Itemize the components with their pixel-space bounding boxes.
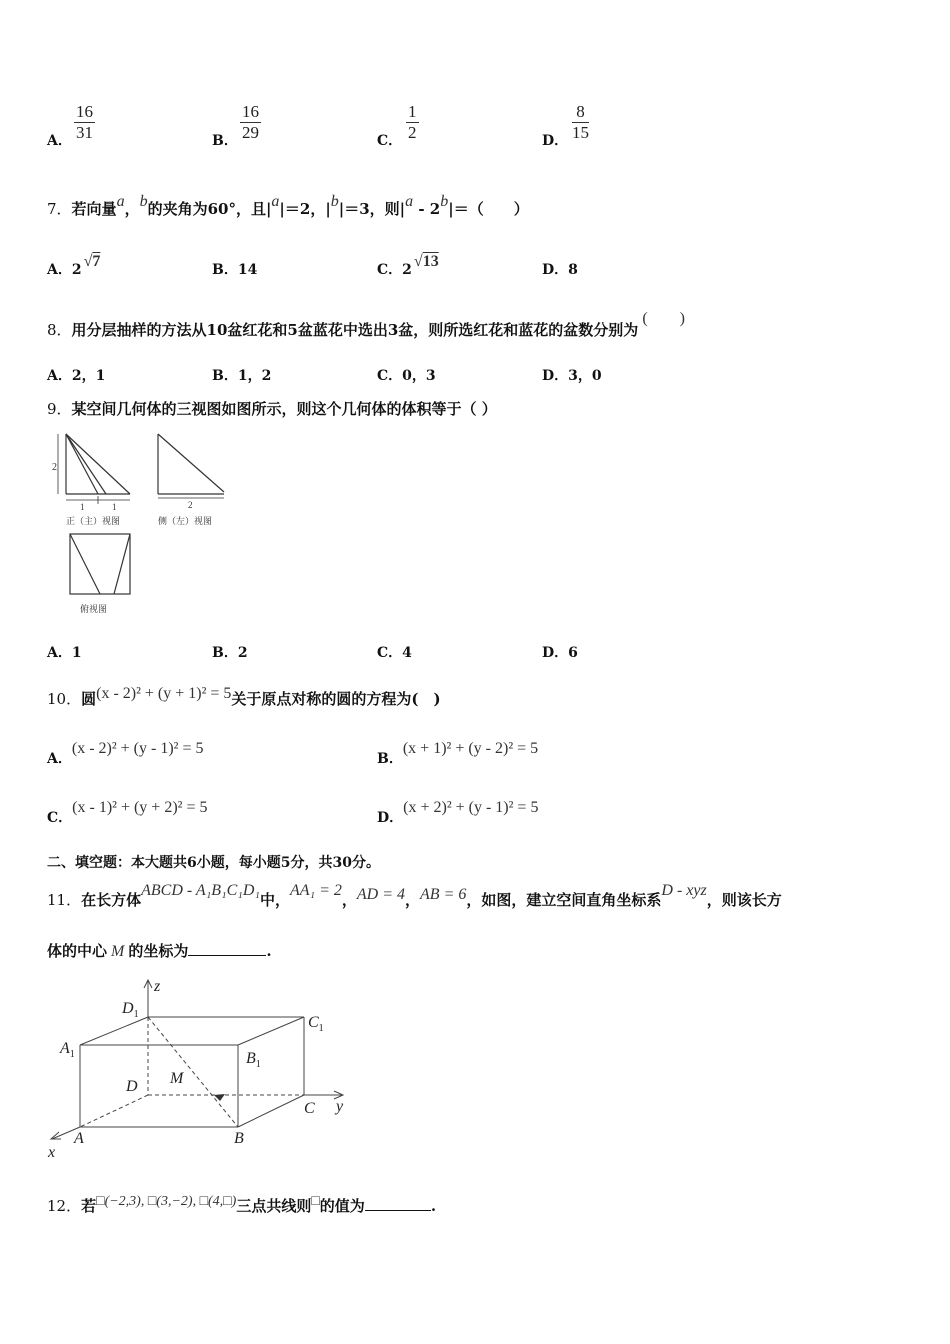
- q10-option-c: C．(x - 1)² + (y + 2)² = 5: [47, 799, 208, 826]
- vertex-label-b1: $B_1$: [246, 1050, 261, 1070]
- q6-option-a-fraction: $\frac{16}{31}$: [76, 102, 93, 142]
- q8-option-c: C．0，3: [377, 368, 436, 384]
- side-width-label: 2: [188, 500, 193, 510]
- vertex-label-a1: $A_1$: [60, 1040, 75, 1060]
- front-width-label-2: 1: [112, 502, 117, 512]
- q8-option-b: B．1，2: [212, 368, 272, 384]
- q7-option-a: A．2 √7: [47, 253, 101, 278]
- center-label-m: M: [170, 1070, 184, 1087]
- q9-option-b: B．2: [212, 645, 248, 661]
- q9-option-a: A．1: [47, 645, 82, 661]
- axis-label-y: y: [336, 1098, 344, 1115]
- q10-option-d: D．(x + 2)² + (y - 1)² = 5: [377, 799, 539, 826]
- question-10: 10．圆(x - 2)² + (y + 1)² = 5关于原点对称的圆的方程为( ): [47, 685, 441, 708]
- q6-option-c-letter: C．: [377, 133, 403, 149]
- front-width-label-1: 1: [80, 502, 85, 512]
- answer-blank-12[interactable]: [365, 1210, 431, 1211]
- three-view-figure: [48, 428, 238, 620]
- q7-option-b: B．14: [212, 262, 258, 278]
- box-figure: [42, 975, 362, 1165]
- q9-option-d: D．6: [542, 645, 578, 661]
- question-7: 7．若向量a，b的夹角为60°，且|a|＝2，|b|＝3，则|a - 2b|＝（ ）: [47, 193, 529, 218]
- question-11-line-2: 体的中心 M 的坐标为 .: [47, 942, 272, 960]
- q8-option-d: D．3，0: [542, 368, 602, 384]
- vertex-label-a: A: [74, 1130, 84, 1147]
- front-height-label: 2: [52, 462, 57, 473]
- vertex-label-b: B: [234, 1130, 244, 1147]
- q7-option-d: D．8: [542, 262, 578, 278]
- axis-label-x: x: [48, 1144, 56, 1161]
- q6-option-a-letter: A．: [47, 133, 72, 149]
- axis-label-z: z: [154, 978, 161, 995]
- side-view-caption: 侧（左）视图: [158, 516, 213, 526]
- vertex-label-d: D: [126, 1078, 138, 1095]
- q6-option-c-fraction: $\frac{1}{2}$: [408, 102, 417, 142]
- question-8: 8．用分层抽样的方法从10盆红花和5盆蓝花中选出3盆，则所选红花和蓝花的盆数分别为( ): [47, 310, 685, 339]
- q10-option-a: A．(x - 2)² + (y - 1)² = 5: [47, 740, 204, 767]
- q7-option-c: C．2 √13: [377, 253, 439, 278]
- q9-option-c: C．4: [377, 645, 412, 661]
- vertex-label-c1: $C_1$: [308, 1014, 324, 1034]
- q6-option-b-letter: B．: [212, 133, 238, 149]
- q10-option-b: B．(x + 1)² + (y - 2)² = 5: [377, 740, 539, 767]
- top-view-caption: 俯视图: [80, 604, 108, 614]
- q6-option-d-letter: D．: [542, 133, 569, 149]
- q8-option-a: A．2，1: [47, 368, 106, 384]
- q6-option-d-fraction: $\frac{8}{15}$: [572, 102, 589, 142]
- question-12: 12．若□(−2,3), □(3,−2), □(4,□)三点共线则□的值为 .: [47, 1194, 437, 1215]
- answer-blank-11[interactable]: [188, 955, 266, 956]
- q6-option-b-fraction: $\frac{16}{29}$: [242, 102, 259, 142]
- question-11-line-1: 11．在长方体ABCD - A₁B₁C₁D₁中，AA₁ = 2，AD = 4，AB = 6，如图，建立空间直角坐标系D - xyz，则该长方: [47, 882, 782, 909]
- vertex-label-c: C: [304, 1100, 315, 1117]
- question-9: 9．某空间几何体的三视图如图所示，则这个几何体的体积等于（ ）: [47, 400, 497, 418]
- vertex-label-d1: $D_1$: [122, 1000, 139, 1020]
- section-2-heading: 二、填空题：本大题共6小题，每小题5分，共30分。: [47, 855, 380, 871]
- front-view-caption: 正（主）视图: [66, 516, 121, 526]
